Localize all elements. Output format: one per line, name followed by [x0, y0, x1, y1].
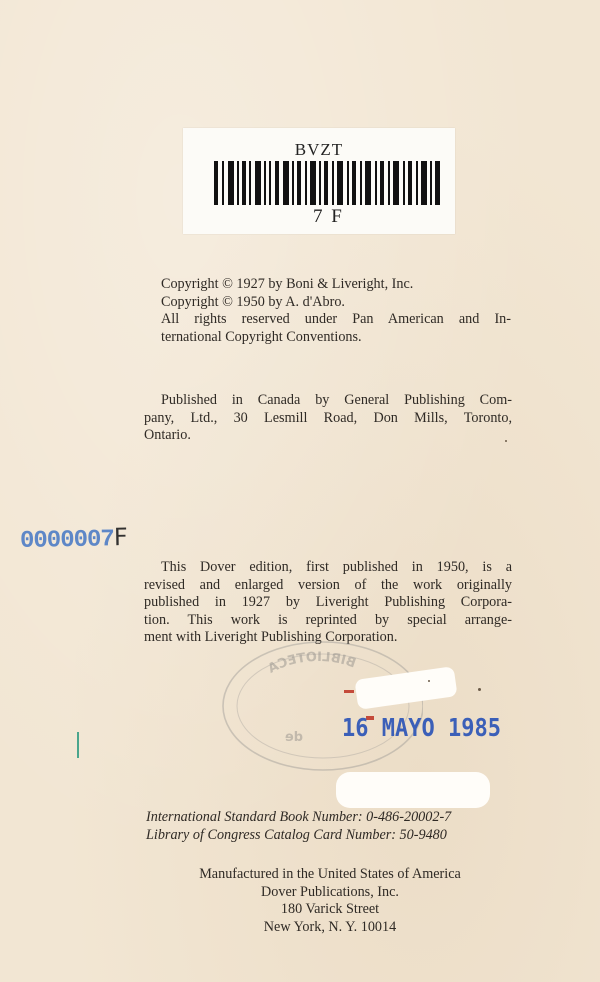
dover-line: tion. This work is reprinted by special arrange- [144, 611, 512, 628]
copyright-line: All rights reserved under Pan American and In- [161, 311, 511, 327]
copyright-block [161, 276, 511, 346]
date-stamp: 16 MAYO 1985 [342, 714, 501, 743]
barcode-icon [214, 161, 440, 205]
canada-line: pany, Ltd., 30 Lesmill Road, Don Mills, Toronto, [144, 409, 512, 426]
manufacturer-line: 180 Varick Street [280, 901, 380, 917]
show-through-text [150, 10, 172, 84]
inventory-suffix: F [113, 523, 127, 552]
library-seal-bottom-text: de [284, 730, 303, 745]
copyright-line: Copyright © 1950 by A. d'Abro. [161, 293, 345, 310]
canada-line: Ontario. [144, 427, 191, 443]
dover-edition-block [144, 559, 512, 647]
paper-speck [505, 440, 507, 442]
paper-speck [478, 688, 481, 691]
copyright-line: ternational Copyright Conventions. [161, 328, 362, 345]
canada-line: Published in Canada by General Publishing Com- [161, 392, 512, 408]
identifiers-block [146, 809, 514, 844]
barcode-top-code: BVZT [294, 140, 344, 159]
red-mark [344, 690, 354, 693]
margin-tick [77, 732, 79, 758]
manufacturer-line: New York, N. Y. 10014 [263, 918, 397, 935]
dover-line: published in 1927 by Liveright Publishing Corpora- [144, 594, 512, 610]
manufacturer-block [130, 866, 530, 936]
canada-publishing-block [144, 392, 512, 445]
barcode-bottom-code: 7 F [313, 206, 344, 227]
isbn-line: International Standard Book Number: 0-486-20002-7 [146, 809, 452, 825]
barcode-label [183, 128, 455, 234]
correction-patch [336, 772, 490, 808]
manufacturer-line: Manufactured in the United States of America [199, 866, 461, 882]
paper-speck [428, 680, 430, 682]
lccn-line: Library of Congress Catalog Card Number: 50-9480 [146, 826, 447, 843]
manufacturer-line: Dover Publications, Inc. [261, 883, 399, 900]
copyright-line: Copyright © 1927 by Boni & Liveright, Inc. [161, 276, 414, 292]
dover-line: This Dover edition, first published in 1950, is a [161, 559, 512, 575]
dover-line: revised and enlarged version of the work originally [144, 576, 512, 593]
inventory-number-stamp [20, 523, 127, 555]
dover-line: ment with Liveright Publishing Corporation. [144, 629, 398, 645]
inventory-number: 0000007 [19, 526, 115, 555]
library-seal-top-text: BIBLIOTECA [265, 649, 358, 677]
